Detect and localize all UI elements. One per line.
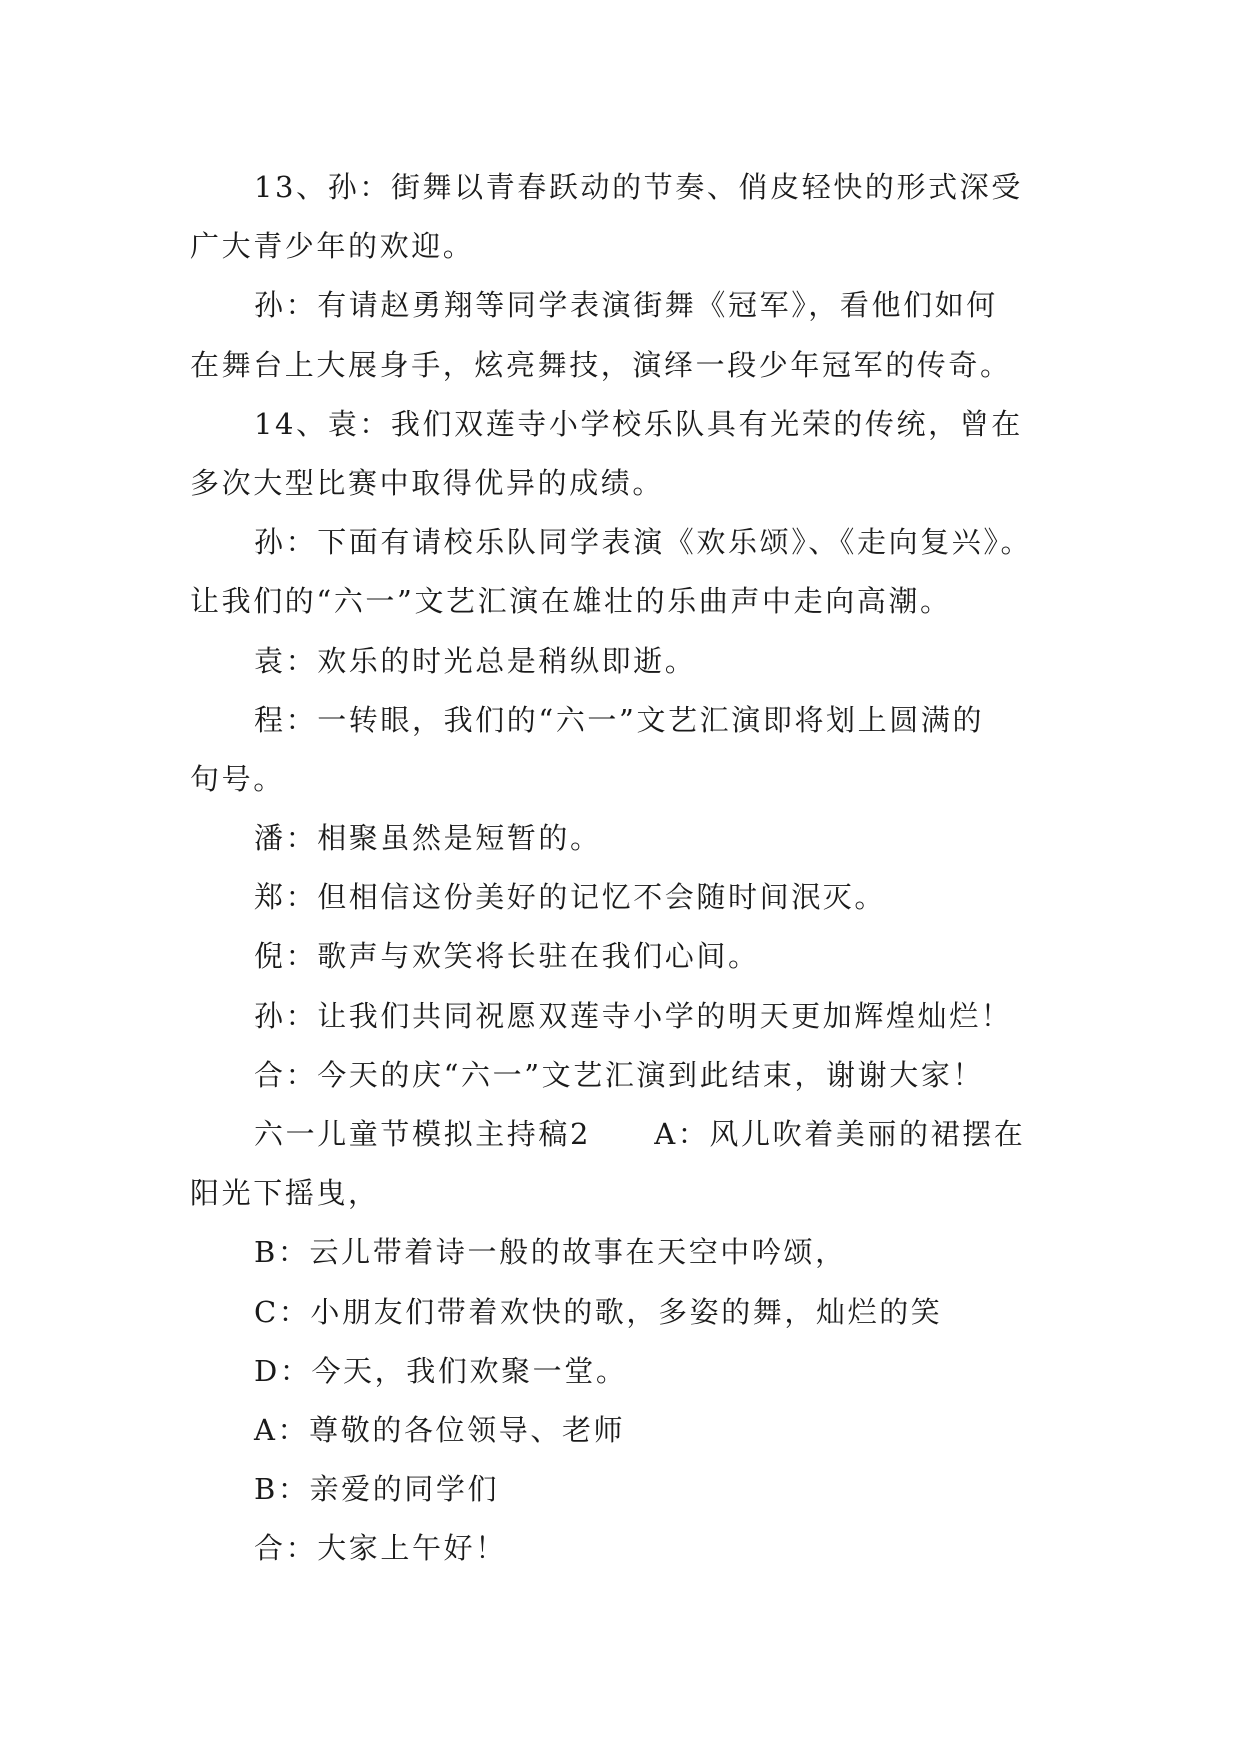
text-line: 袁：欢乐的时光总是稍纵即逝。 <box>254 643 697 678</box>
text-line: A：尊敬的各位领导、老师 <box>254 1412 626 1447</box>
text-line: B：云儿带着诗一般的故事在天空中吟颂， <box>254 1235 847 1270</box>
text-line: 14、袁：我们双莲寺小学校乐队具有光荣的传统，曾在 <box>254 406 1023 441</box>
text-line: 六一儿童节模拟主持稿2 A：风儿吹着美丽的裙摆在 <box>254 1117 1026 1151</box>
document-body <box>190 158 1070 1579</box>
text-line: 多次大型比赛中取得优异的成绩。 <box>190 465 665 500</box>
text-line: 倪：歌声与欢笑将长驻在我们心间。 <box>254 939 760 974</box>
text-line: 句号。 <box>190 761 285 796</box>
text-line: 阳光下摇曳， <box>190 1176 380 1211</box>
text-line: 孙：有请赵勇翔等同学表演街舞《冠军》，看他们如何 <box>254 288 998 323</box>
text-line: 潘：相聚虽然是短暂的。 <box>254 821 602 856</box>
text-line: 郑：但相信这份美好的记忆不会随时间泯灭。 <box>254 880 887 915</box>
text-line: 广大青少年的欢迎。 <box>190 229 475 264</box>
text-line: 孙：让我们共同祝愿双莲寺小学的明天更加辉煌灿烂！ <box>254 998 1013 1033</box>
text-line: 在舞台上大展身手，炫亮舞技，演绎一段少年冠军的传奇。 <box>190 347 1012 382</box>
text-line: C：小朋友们带着欢快的歌，多姿的舞，灿烂的笑 <box>254 1294 943 1329</box>
text-line: 孙：下面有请校乐队同学表演《欢乐颂》、《走向复兴》。 <box>254 525 1033 560</box>
text-line: 让我们的“六一”文艺汇演在雄壮的乐曲声中走向高潮。 <box>190 584 952 619</box>
text-line: 13、孙：街舞以青春跃动的节奏、俏皮轻快的形式深受 <box>254 170 1023 204</box>
text-line: D：今天，我们欢聚一堂。 <box>254 1353 628 1388</box>
text-line: 合：大家上午好！ <box>254 1531 507 1566</box>
text-line: 合：今天的庆“六一”文艺汇演到此结束，谢谢大家！ <box>254 1057 985 1092</box>
text-line: B：亲爱的同学们 <box>254 1472 500 1507</box>
text-line: 程：一转眼，我们的“六一”文艺汇演即将划上圆满的 <box>254 702 985 737</box>
